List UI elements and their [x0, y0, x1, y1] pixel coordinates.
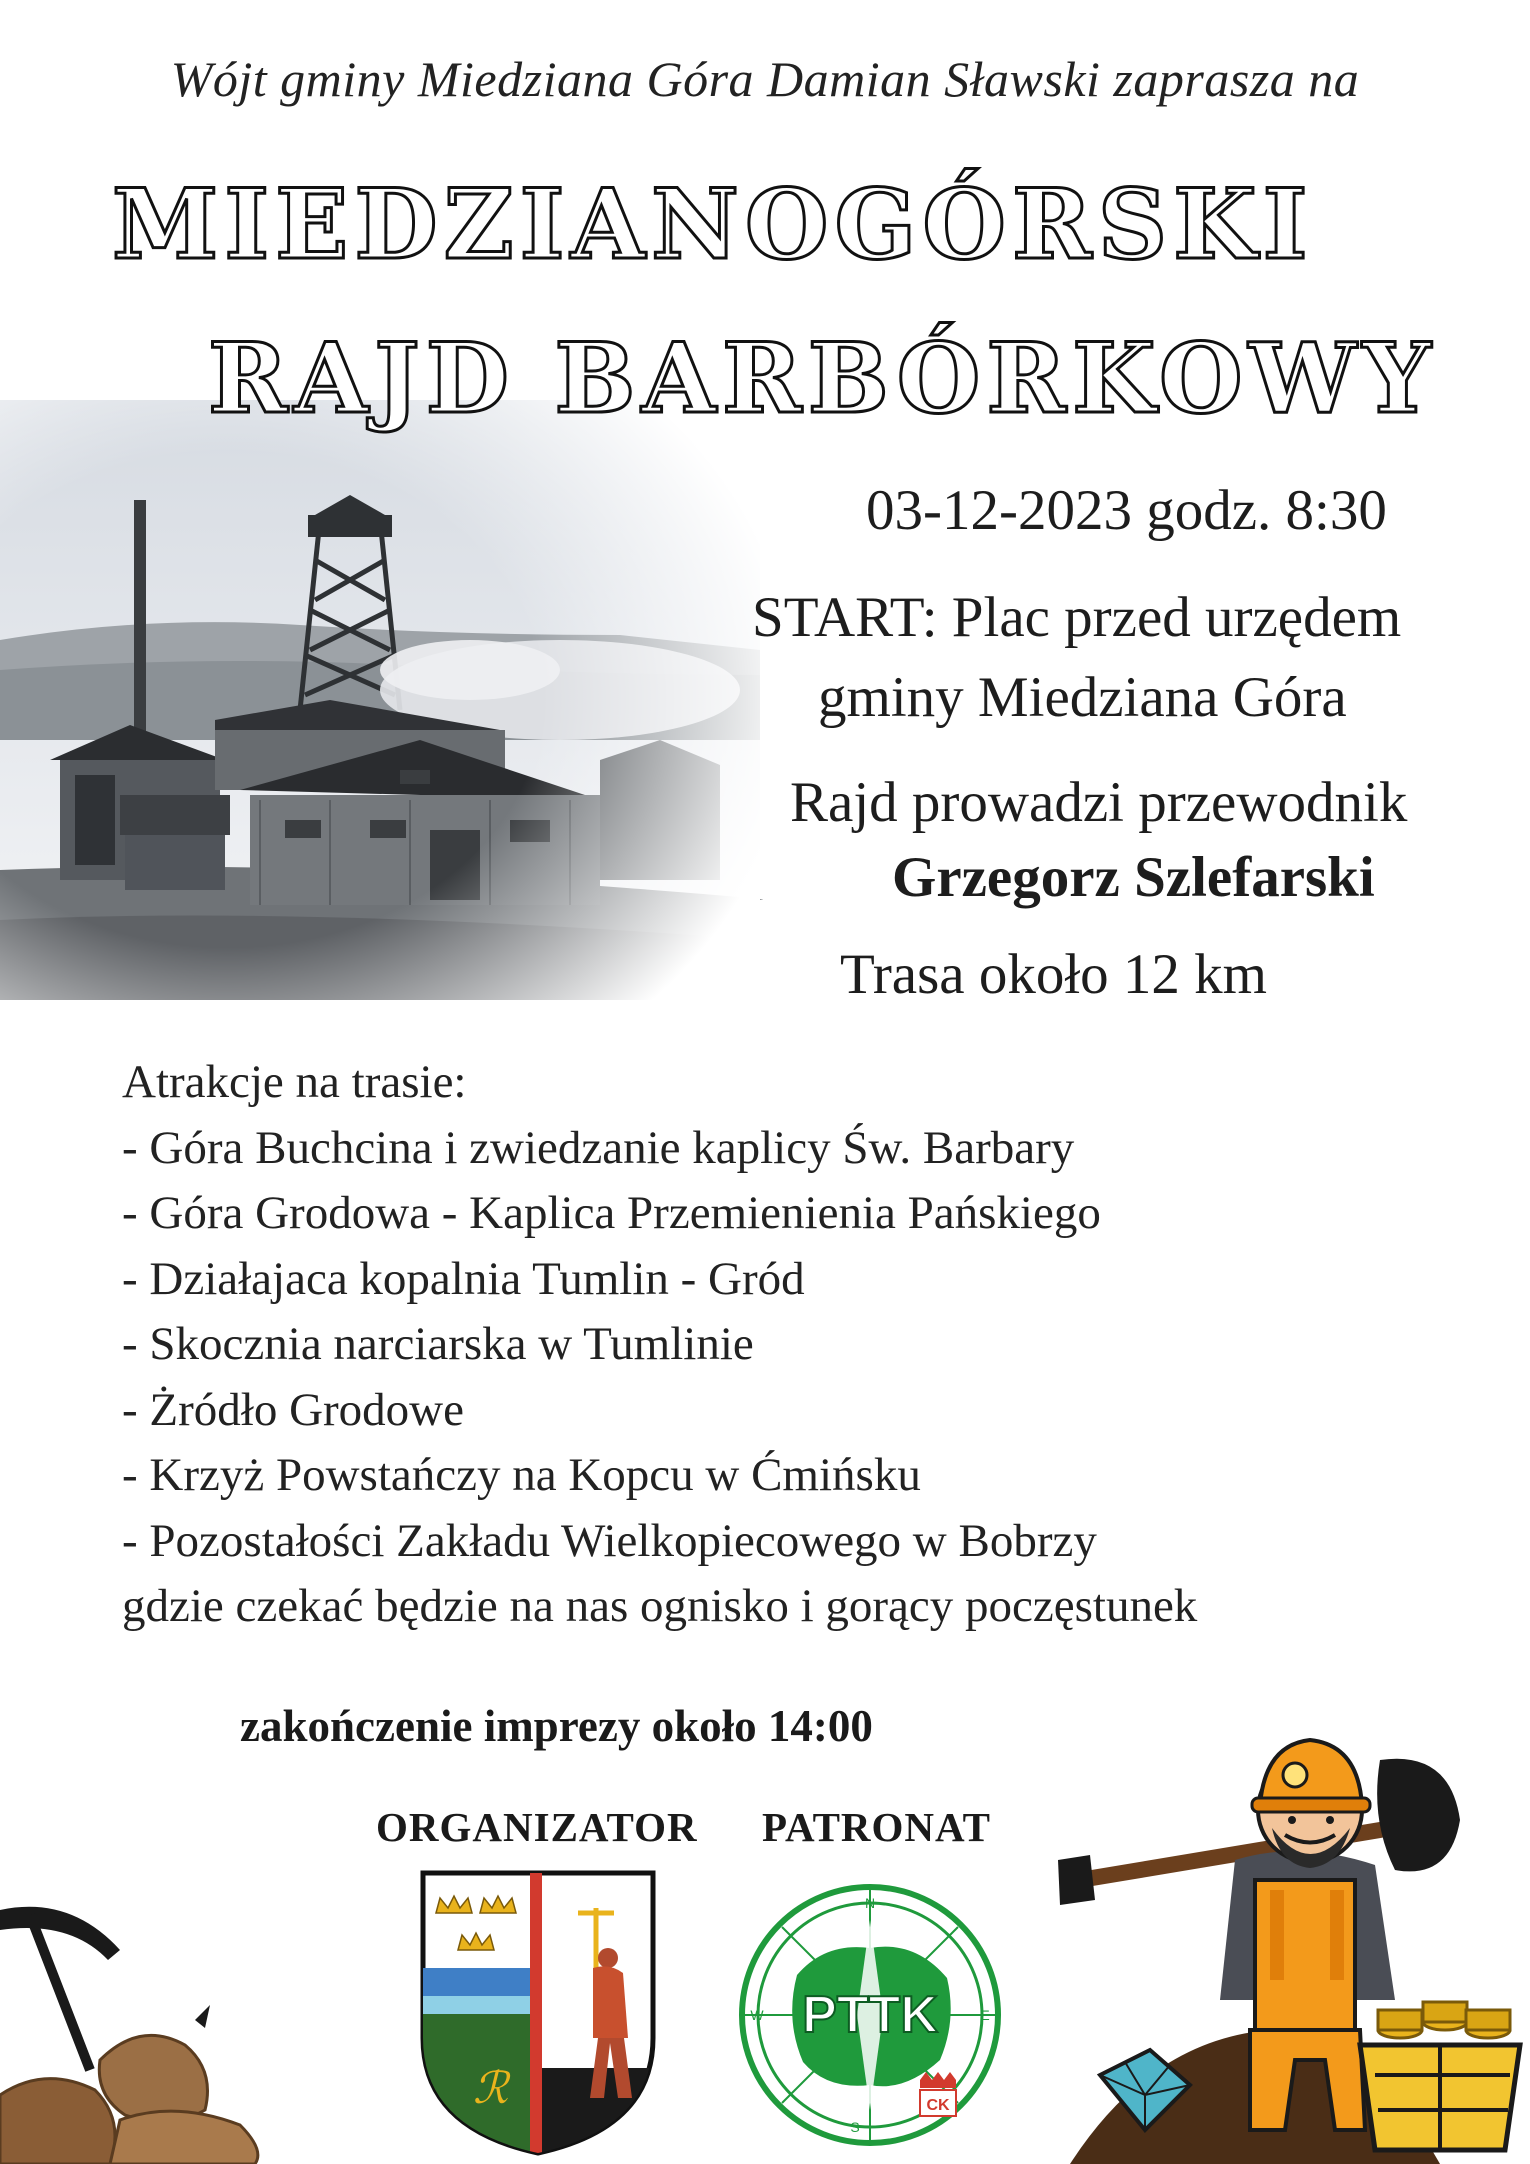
attraction-item: - Skocznia narciarska w Tumlinie	[122, 1318, 754, 1370]
attraction-item: - Krzyż Powstańczy na Kopcu w Ćmińsku	[122, 1449, 921, 1501]
attraction-item: - Pozostałości Zakładu Wielkopiecowego w Bobrzy	[122, 1514, 1097, 1567]
compass-n: N	[864, 1895, 876, 1911]
coat-of-arms	[418, 1868, 658, 2158]
event-title-line-2: RAJD BARBÓRKOWY	[208, 322, 1437, 435]
compass-s: S	[850, 2119, 860, 2135]
attractions-heading: Atrakcje na trasie:	[122, 1056, 467, 1108]
miner-illustration	[1040, 1700, 1530, 2164]
attractions-list	[122, 1050, 1197, 1640]
start-location-line-1: START: Plac przed urzędem	[752, 586, 1402, 649]
event-title-line-1: MIEDZIANOGÓRSKI	[112, 168, 1314, 281]
guide-label: Rajd prowadzi przewodnik	[790, 771, 1408, 834]
attraction-item: - Żródło Grodowe	[122, 1383, 464, 1436]
ck-mark: CK	[926, 2097, 950, 2114]
event-date: 03-12-2023 godz. 8:30	[866, 479, 1387, 542]
mine-photo	[0, 400, 760, 1000]
attraction-item: - Działajaca kopalnia Tumlin - Gród	[122, 1252, 805, 1305]
svg-text:ℛ: ℛ	[473, 2063, 509, 2114]
organizer-label: ORGANIZATOR	[376, 1804, 698, 1850]
attraction-item: - Góra Buchcina i zwiedzanie kaplicy Św. Barbary	[122, 1121, 1075, 1174]
route-length: Trasa około 12 km	[840, 943, 1267, 1006]
patron-label: PATRONAT	[762, 1804, 991, 1850]
intro-line: Wójt gminy Miedziana Góra Damian Sławski zaprasza na	[170, 51, 1360, 107]
event-end-time: zakończenie imprezy około 14:00	[240, 1701, 873, 1751]
guide-name: Grzegorz Szlefarski	[892, 846, 1375, 909]
pttk-logo	[735, 1880, 1005, 2150]
start-location-line-2: gminy Miedziana Góra	[818, 666, 1347, 729]
attraction-item: - Góra Grodowa - Kaplica Przemienienia Pańskiego	[122, 1187, 1101, 1239]
rocks	[0, 2000, 300, 2164]
compass-e: E	[980, 2007, 990, 2023]
pttk-logo-text: PTTK	[802, 1986, 938, 2044]
attractions-footer: gdzie czekać będzie na nas ognisko i gorący poczęstunek	[122, 1580, 1198, 1632]
compass-w: W	[750, 2007, 764, 2023]
